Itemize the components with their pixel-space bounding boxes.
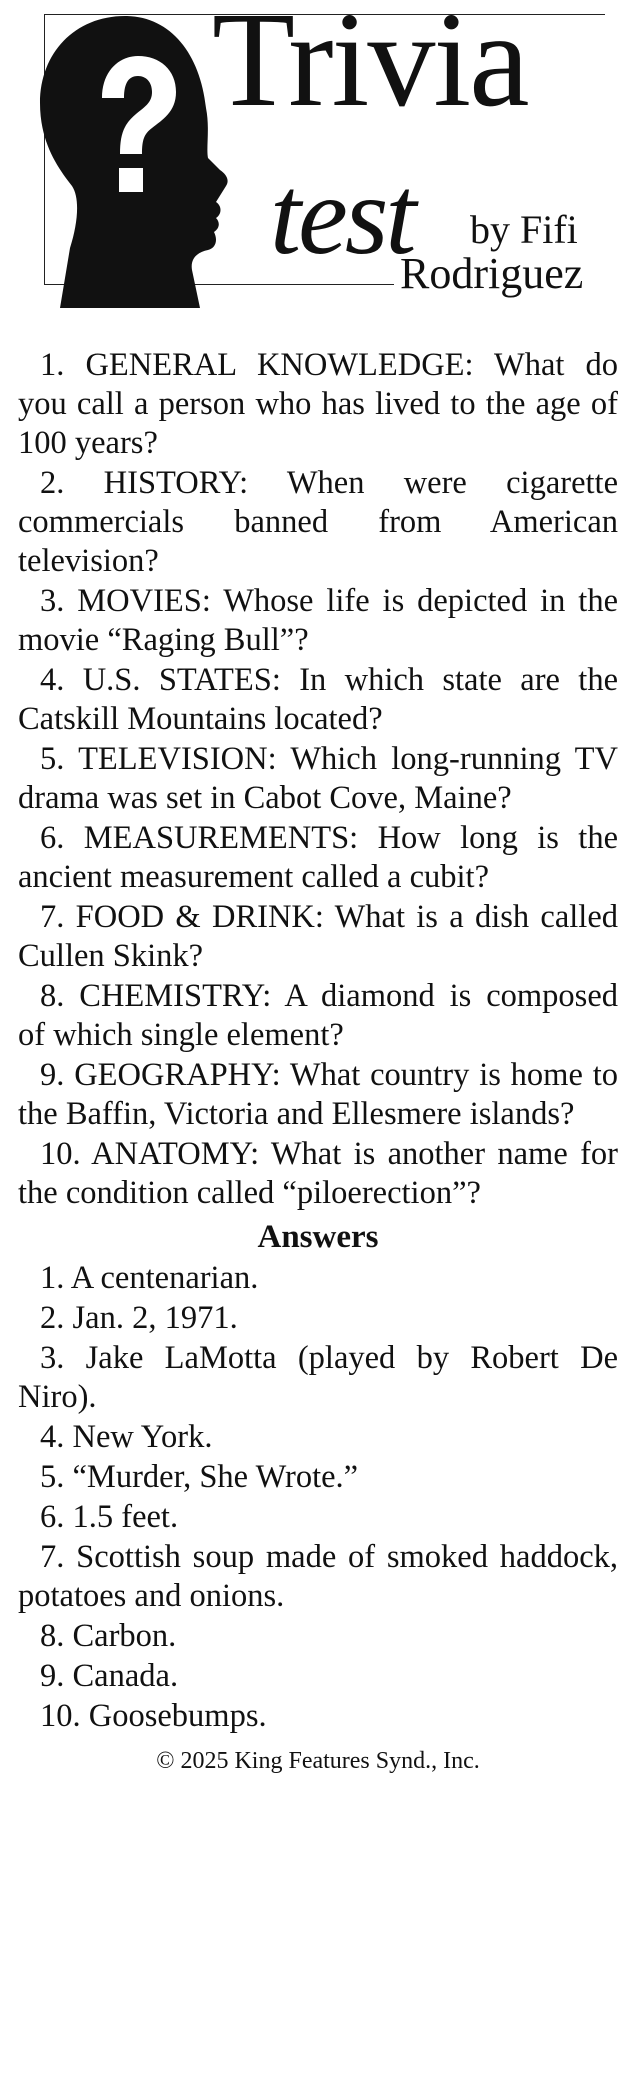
byline: by Fifi	[470, 207, 578, 252]
question-1: 1. GENERAL KNOWLEDGE: What do you call a person who has lived to the age of 100 years?	[18, 347, 618, 461]
question-8: 8. CHEMISTRY: A diamond is composed of which single element?	[18, 978, 618, 1053]
answer-10: 10. Goosebumps.	[40, 1698, 267, 1734]
question-10: 10. ANATOMY: What is another name for the condition called “piloerection”?	[18, 1136, 618, 1211]
question-7: 7. FOOD & DRINK: What is a dish called Cullen Skink?	[18, 899, 618, 974]
answer-2: 2. Jan. 2, 1971.	[40, 1300, 238, 1336]
question-5: 5. TELEVISION: Which long-running TV drama was set in Cabot Cove, Maine?	[18, 741, 618, 816]
title-trivia: Trivia	[212, 0, 528, 135]
answer-5: 5. “Murder, She Wrote.”	[40, 1459, 359, 1495]
trivia-content	[18, 346, 618, 1776]
answer-4: 4. New York.	[40, 1419, 213, 1455]
question-head-silhouette-icon	[20, 8, 230, 308]
trivia-header	[0, 0, 630, 320]
answers-heading: Answers	[257, 1219, 379, 1255]
answer-8: 8. Carbon.	[40, 1618, 177, 1654]
answer-7: 7. Scottish soup made of smoked haddock, potatoes and onions.	[18, 1539, 618, 1614]
answer-6: 6. 1.5 feet.	[40, 1499, 179, 1535]
question-6: 6. MEASUREMENTS: How long is the ancient measurement called a cubit?	[18, 820, 618, 895]
answer-1: 1. A centenarian.	[40, 1260, 259, 1296]
copyright-notice: © 2025 King Features Synd., Inc.	[156, 1748, 480, 1774]
question-3: 3. MOVIES: Whose life is depicted in the movie “Raging Bull”?	[18, 583, 618, 658]
title-test: test	[270, 154, 414, 278]
author-name: Rodriguez	[400, 249, 584, 298]
question-2: 2. HISTORY: When were cigarette commercials banned from American television?	[18, 465, 618, 579]
answer-9: 9. Canada.	[40, 1658, 179, 1694]
answer-3: 3. Jake LaMotta (played by Robert De Niro).	[18, 1340, 618, 1415]
question-4: 4. U.S. STATES: In which state are the Catskill Mountains located?	[18, 662, 618, 737]
question-9: 9. GEOGRAPHY: What country is home to the Baffin, Victoria and Ellesmere islands?	[18, 1057, 618, 1132]
